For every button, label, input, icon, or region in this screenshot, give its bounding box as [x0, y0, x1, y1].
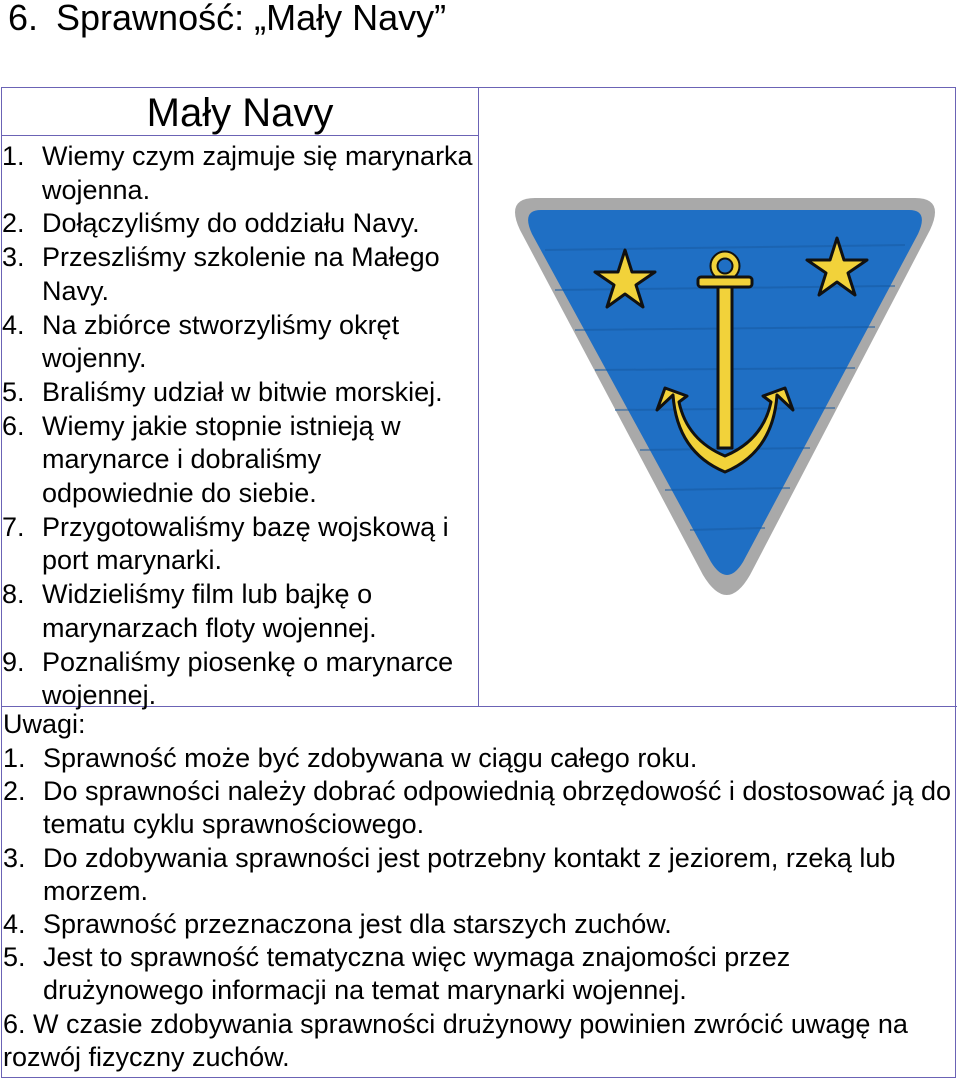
list-item: [0, 842, 956, 908]
item-number: 3.: [2, 242, 25, 273]
list-item: [0, 646, 478, 713]
item-text: Przeszliśmy szkolenie na Małego Navy.: [42, 242, 440, 306]
note-text: W czasie zdobywania sprawności drużynowy powinien zwrócić uwagę na rozwój fizyczny zuchów.: [3, 1008, 908, 1072]
item-number: 2.: [2, 208, 25, 239]
title-divider: [1, 135, 479, 136]
list-item: [0, 241, 478, 308]
notes-heading: Uwagi:: [3, 709, 86, 739]
note-number: 1.: [3, 743, 26, 773]
list-item: [0, 309, 478, 376]
badge-image: [505, 190, 945, 600]
item-number: 1.: [2, 141, 25, 171]
list-item: [0, 578, 478, 645]
note-number: 2.: [3, 776, 26, 807]
list-item: [0, 207, 478, 241]
item-number: 7.: [2, 511, 25, 542]
list-item: [0, 1008, 956, 1074]
badge-title: Mały Navy: [146, 91, 334, 135]
heading-text: Sprawność: „Mały Navy”: [56, 0, 447, 38]
note-text: Do zdobywania sprawności jest potrzebny kontakt z jeziorem, rzeką lub morzem.: [43, 842, 896, 906]
heading-number: 6.: [8, 0, 39, 38]
item-text: Przygotowaliśmy bazę wojskową i port marynarki.: [42, 511, 449, 576]
item-text: Wiemy czym zajmuje się marynarka wojenna.: [42, 141, 473, 205]
list-item: [0, 941, 956, 1007]
page-heading: [8, 0, 446, 40]
item-number: 9.: [2, 646, 25, 677]
column-divider: [478, 87, 479, 707]
item-text: Widzieliśmy film lub bajkę o marynarzach floty wojennej.: [42, 579, 377, 643]
list-item: [0, 742, 956, 775]
note-text: Do sprawności należy dobrać odpowiednią obrzędowość i dostosować ją do tematu cyklu sprawnościowego.: [43, 776, 952, 840]
item-number: 8.: [2, 579, 25, 610]
item-text: Poznaliśmy piosenkę o marynarce wojennej.: [42, 646, 454, 711]
note-number: 3.: [3, 842, 26, 873]
list-item: [0, 376, 478, 410]
note-number: 5.: [3, 942, 26, 973]
list-item: [0, 775, 956, 841]
requirements-list: [0, 140, 478, 713]
item-text: Dołączyliśmy do oddziału Navy.: [42, 208, 420, 239]
item-number: 4.: [2, 309, 25, 340]
note-number: 4.: [3, 909, 26, 940]
item-text: Na zbiórce stworzyliśmy okręt wojenny.: [42, 309, 400, 374]
list-item: [0, 410, 478, 511]
list-item: [0, 511, 478, 578]
note-number: 6.: [3, 1008, 26, 1039]
list-item: [0, 140, 478, 207]
note-text: Jest to sprawność tematyczna więc wymaga znajomości przez drużynowego informacji na temat marynarki wojennej.: [43, 942, 791, 1006]
note-text: Sprawność przeznaczona jest dla starszych zuchów.: [43, 909, 672, 940]
item-number: 5.: [2, 376, 25, 407]
note-text: Sprawność może być zdobywana w ciągu całego roku.: [43, 743, 698, 773]
item-number: 6.: [2, 410, 25, 441]
notes-list: [0, 742, 956, 1074]
list-item: [0, 908, 956, 941]
item-text: Wiemy jakie stopnie istnieją w marynarce i dobraliśmy odpowiednie do siebie.: [42, 410, 401, 509]
item-text: Braliśmy udział w bitwie morskiej.: [42, 376, 443, 407]
